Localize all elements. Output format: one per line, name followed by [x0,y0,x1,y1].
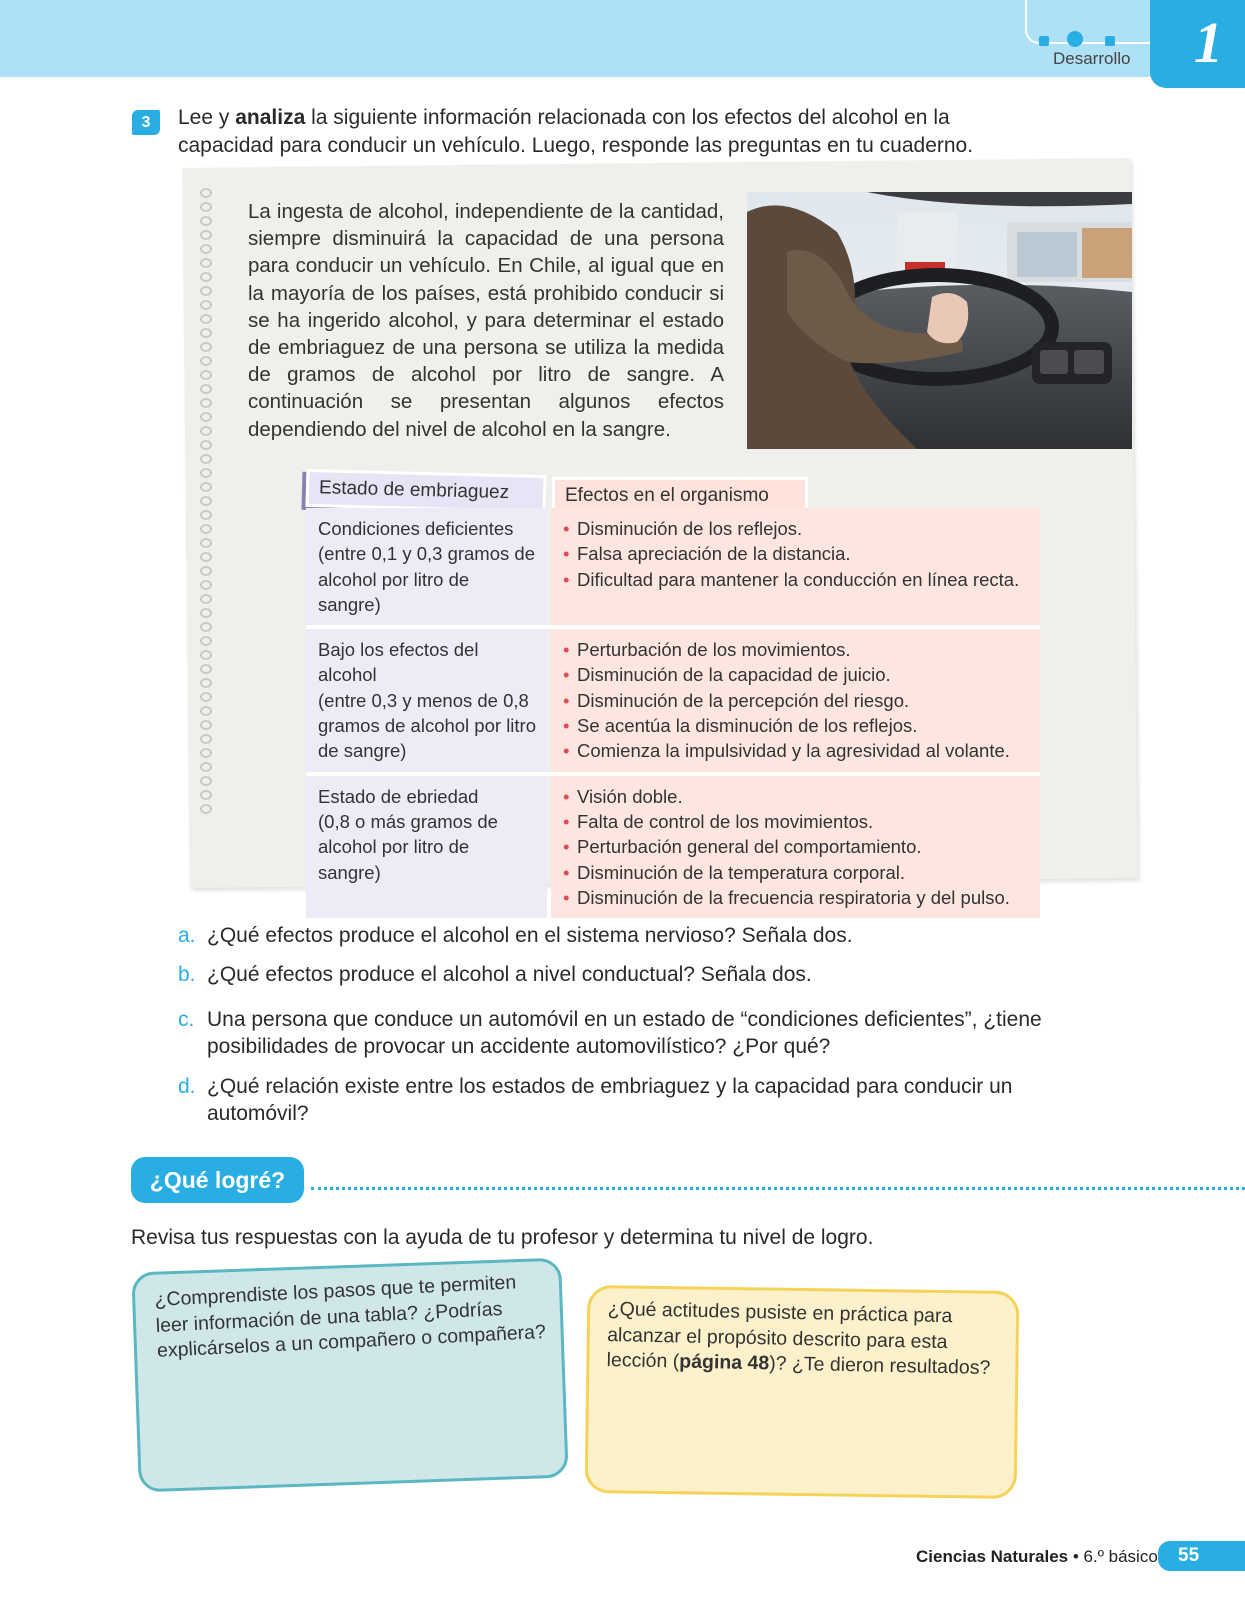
logro-instruction: Revisa tus respuestas con la ayuda de tu profesor y determina tu nivel de logro. [131,1226,874,1249]
effect-item: • Disminución de la capacidad de juicio. [563,662,1032,687]
spiral-ring-icon [200,426,212,436]
spiral-ring-icon [200,790,212,800]
driver-photo [747,192,1132,449]
spiral-ring-icon [200,412,212,422]
spiral-ring-icon [200,734,212,744]
effects-list [563,637,1032,763]
exercise-instruction [178,104,1038,160]
spiral-ring-icon [200,636,212,646]
table-row [306,629,1040,775]
state-title: Estado de ebriedad [318,785,479,807]
progress-step-icon [1039,36,1049,46]
instruction-bold: analiza [235,106,306,129]
effects-cell [551,629,1040,771]
table-header-effects: Efectos en el organismo [552,477,808,515]
reflection-question-blue: ¿Comprendiste los pasos que te permiten leer información de una tabla? ¿Podrías explicárselos a un compañero o compañera? [154,1271,547,1362]
spiral-ring-icon [200,356,212,366]
spiral-ring-icon [200,272,212,282]
spiral-ring-icon [200,286,212,296]
driver-photo-illustration [747,192,1132,449]
spiral-ring-icon [200,762,212,772]
unit-number: 1 [1194,10,1223,75]
progress-step-icon [1105,36,1115,46]
spiral-ring-icon [200,454,212,464]
table-row [306,776,1040,918]
state-title: Condiciones deficientes [318,518,514,539]
effect-item: • Comienza la impulsividad y la agresividad al volante. [563,738,1032,763]
effect-item: • Disminución de la percepción del riesgo. [563,688,1032,713]
question-letter: c. [178,1008,195,1031]
reflection-text: ¿Qué actitudes pusiste en práctica para alcanzar el propósito descrito para esta lección ( [606,1297,953,1373]
spiral-ring-icon [200,678,212,688]
spiral-ring-icon [200,314,212,324]
spiral-binding [194,188,220,868]
page-number: 55 [1158,1541,1245,1571]
effect-item: • Falsa apreciación de la distancia. [563,541,1032,566]
spiral-ring-icon [200,482,212,492]
spiral-ring-icon [200,244,212,254]
spiral-ring-icon [200,216,212,226]
effect-item: • Disminución de la temperatura corporal. [563,860,1032,885]
spiral-ring-icon [200,300,212,310]
spiral-ring-icon [200,580,212,590]
dotted-divider [311,1187,1245,1190]
instruction-text: la siguiente información relacionada con los efectos del alcohol en la capacidad para conducir un vehículo. Luego, responde las preguntas en tu cuaderno. [178,106,974,157]
question-text: ¿Qué efectos produce el alcohol en el sistema nervioso? Señala dos. [207,924,853,947]
spiral-ring-icon [200,566,212,576]
spiral-ring-icon [200,524,212,534]
footer-grade: • 6.º básico [1068,1547,1158,1566]
spiral-ring-icon [200,258,212,268]
page-reference: página 48 [679,1350,770,1375]
spiral-ring-icon [200,748,212,758]
progress-current-icon [1067,31,1083,47]
effect-item: • Dificultad para mantener la conducción en línea recta. [563,567,1032,592]
question-c [178,1006,1048,1060]
spiral-ring-icon [200,230,212,240]
footer-subject: Ciencias Naturales [916,1547,1069,1566]
state-cell [306,629,547,771]
effects-list [563,516,1032,592]
unit-tab [1150,0,1245,88]
question-d [178,1073,1048,1127]
logro-title: ¿Qué logré? [131,1157,304,1203]
spiral-ring-icon [200,496,212,506]
reflection-text: )? ¿Te dieron resultados? [768,1352,991,1380]
spiral-ring-icon [200,804,212,814]
spiral-ring-icon [200,720,212,730]
spiral-ring-icon [200,370,212,380]
effects-cell [551,776,1040,918]
spiral-ring-icon [200,552,212,562]
reflection-question-yellow [606,1297,1003,1382]
spiral-ring-icon [200,776,212,786]
effects-list [563,784,1032,910]
spiral-ring-icon [200,692,212,702]
question-text: Una persona que conduce un automóvil en un estado de “condiciones deficientes”, ¿tiene posibilidades de provocar un accidente automovilístico? ¿Por qué? [207,1008,1042,1058]
spiral-ring-icon [200,664,212,674]
question-letter: b. [178,963,196,986]
spiral-ring-icon [200,440,212,450]
spiral-ring-icon [200,188,212,198]
spiral-ring-icon [200,384,212,394]
spiral-ring-icon [200,608,212,618]
table-row [306,508,1040,629]
spiral-ring-icon [200,328,212,338]
question-text: ¿Qué efectos produce el alcohol a nivel conductual? Señala dos. [207,963,812,986]
table-body [306,508,1040,918]
effects-cell [551,508,1040,625]
state-detail: (entre 0,3 y menos de 0,8 gramos de alcohol por litro de sangre) [318,689,536,762]
question-letter: d. [178,1075,196,1098]
effect-item: • Falta de control de los movimientos. [563,809,1032,834]
state-title: Bajo los efectos del alcohol [318,639,479,686]
exercise-number: 3 [132,110,160,135]
question-a [178,922,1048,949]
spiral-ring-icon [200,398,212,408]
instruction-text: Lee y [178,106,236,129]
effect-item: • Perturbación general del comportamiento. [563,834,1032,859]
reading-text: La ingesta de alcohol, independiente de la cantidad, siempre disminuirá la capacidad de una persona para conducir un vehículo. En Chile, al igual que en la mayoría de los países, está prohibido conducir si se ha ingerido alcohol, y para determinar el estado de embriaguez de una persona se utiliza la medida de gramos de alcohol por litro de sangre. A continuación se presentan algunos efectos dependiendo del nivel de alcohol en la sangre. [248,200,724,441]
spiral-ring-icon [200,510,212,520]
effect-item: • Perturbación de los movimientos. [563,637,1032,662]
state-detail: (entre 0,1 y 0,3 gramos de alcohol por litro de sangre) [318,543,535,615]
effect-item: • Disminución de la frecuencia respiratoria y del pulso. [563,885,1032,910]
spiral-ring-icon [200,622,212,632]
spiral-ring-icon [200,342,212,352]
state-cell [306,776,547,918]
effect-item: • Disminución de los reflejos. [563,516,1032,541]
state-detail: (0,8 o más gramos de alcohol por litro de sangre) [318,810,498,883]
effect-item: • Visión doble. [563,784,1032,809]
spiral-ring-icon [200,706,212,716]
question-text: ¿Qué relación existe entre los estados de embriaguez y la capacidad para conducir un automóvil? [207,1075,1013,1125]
spiral-ring-icon [200,538,212,548]
spiral-ring-icon [200,468,212,478]
table-header-state: Estado de embriaguez [306,469,547,513]
state-cell [306,508,547,625]
footer-book [916,1547,1158,1567]
question-letter: a. [178,924,196,947]
effect-item: • Se acentúa la disminución de los reflejos. [563,713,1032,738]
question-b [178,961,1048,988]
spiral-ring-icon [200,202,212,212]
spiral-ring-icon [200,594,212,604]
spiral-ring-icon [200,650,212,660]
section-label: Desarrollo [1053,49,1131,68]
